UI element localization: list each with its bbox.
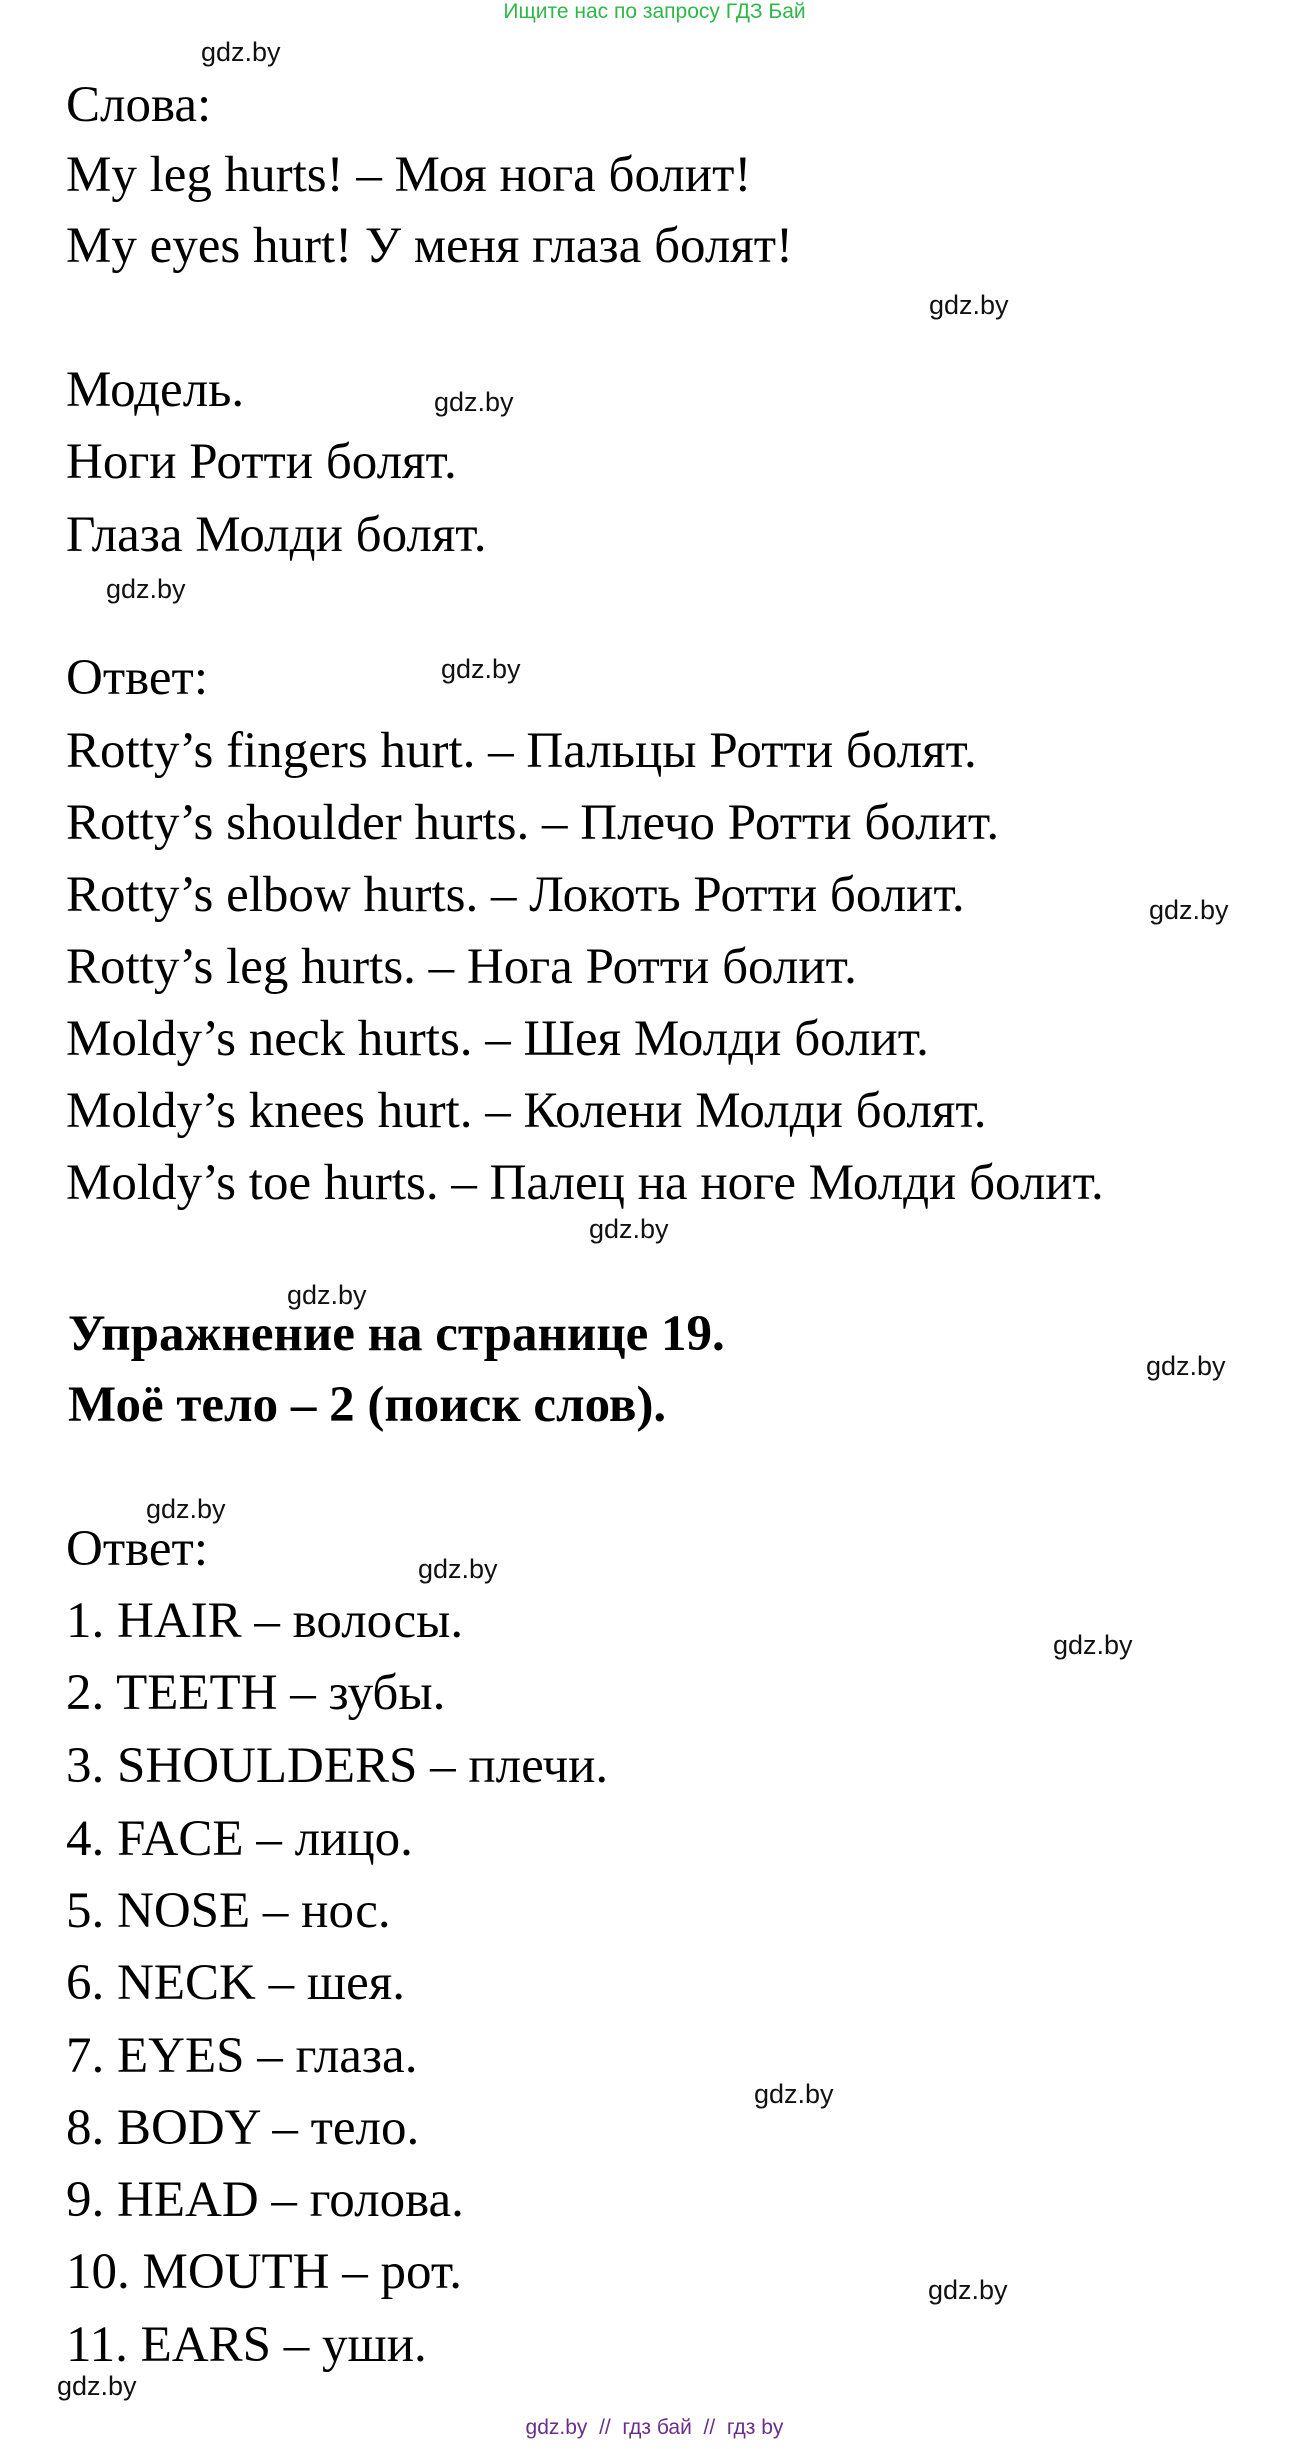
answer-item: 5. NOSE – нос. — [66, 1883, 391, 1939]
answer-item: 11. EARS – уши. — [66, 2317, 427, 2373]
section-label: Ответ: — [66, 1521, 208, 1577]
watermark: gdz.by — [589, 1214, 669, 1244]
answer-item: 6. NECK – шея. — [66, 1955, 405, 2011]
text-line: Rotty’s elbow hurts. – Локоть Ротти болит. — [66, 867, 965, 923]
watermark: gdz.by — [1149, 895, 1229, 925]
watermark: gdz.by — [287, 1280, 367, 1310]
watermark: gdz.by — [1053, 1630, 1133, 1660]
text-line: Moldy’s neck hurts. – Шея Молди болит. — [66, 1011, 929, 1067]
watermark: gdz.by — [434, 387, 514, 417]
section-label: Ответ: — [66, 650, 208, 706]
text-line: Rotty’s leg hurts. – Нога Ротти болит. — [66, 939, 857, 995]
answer-item: 2. TEETH – зубы. — [66, 1665, 446, 1721]
watermark: gdz.by — [928, 2275, 1008, 2305]
text-line: Moldy’s toe hurts. – Палец на ноге Молди болит. — [66, 1155, 1104, 1211]
exercise-subtitle: Моё тело – 2 (поиск слов). — [68, 1377, 667, 1433]
search-banner-link[interactable]: Ищите нас по запросу ГДЗ Бай — [503, 0, 806, 23]
exercise-title: Упражнение на странице 19. — [68, 1306, 725, 1362]
section-label: Модель. — [66, 362, 245, 418]
answer-item: 1. HAIR – волосы. — [66, 1593, 464, 1649]
text-line: Ноги Ротти болят. — [66, 434, 457, 490]
answer-item: 10. MOUTH – рот. — [66, 2244, 463, 2300]
footer-watermark: gdz.by // гдз бай // гдз by — [525, 2416, 784, 2439]
answer-item: 4. FACE – лицо. — [66, 1811, 413, 1867]
answer-item: 8. BODY – тело. — [66, 2100, 420, 2156]
watermark: gdz.by — [441, 654, 521, 684]
text-line: My eyes hurt! У меня глаза болят! — [66, 218, 794, 274]
watermark: gdz.by — [418, 1554, 498, 1584]
answer-item: 3. SHOULDERS – плечи. — [66, 1738, 609, 1794]
watermark: gdz.by — [57, 2371, 137, 2401]
watermark: gdz.by — [106, 574, 186, 604]
watermark: gdz.by — [201, 37, 281, 67]
watermark: gdz.by — [1146, 1351, 1226, 1381]
watermark: gdz.by — [754, 2079, 834, 2109]
watermark: gdz.by — [929, 290, 1009, 320]
text-line: Rotty’s shoulder hurts. – Плечо Ротти болит. — [66, 795, 1000, 851]
text-line: Глаза Молди болят. — [66, 507, 487, 563]
text-line: My leg hurts! – Моя нога болит! — [66, 147, 752, 203]
watermark: gdz.by — [146, 1494, 226, 1524]
answer-item: 7. EYES – глаза. — [66, 2028, 418, 2084]
text-line: Rotty’s fingers hurt. – Пальцы Ротти болят. — [66, 723, 977, 779]
section-label: Слова: — [66, 77, 212, 133]
text-line: Moldy’s knees hurt. – Колени Молди болят. — [66, 1083, 987, 1139]
answer-item: 9. HEAD – голова. — [66, 2172, 464, 2228]
